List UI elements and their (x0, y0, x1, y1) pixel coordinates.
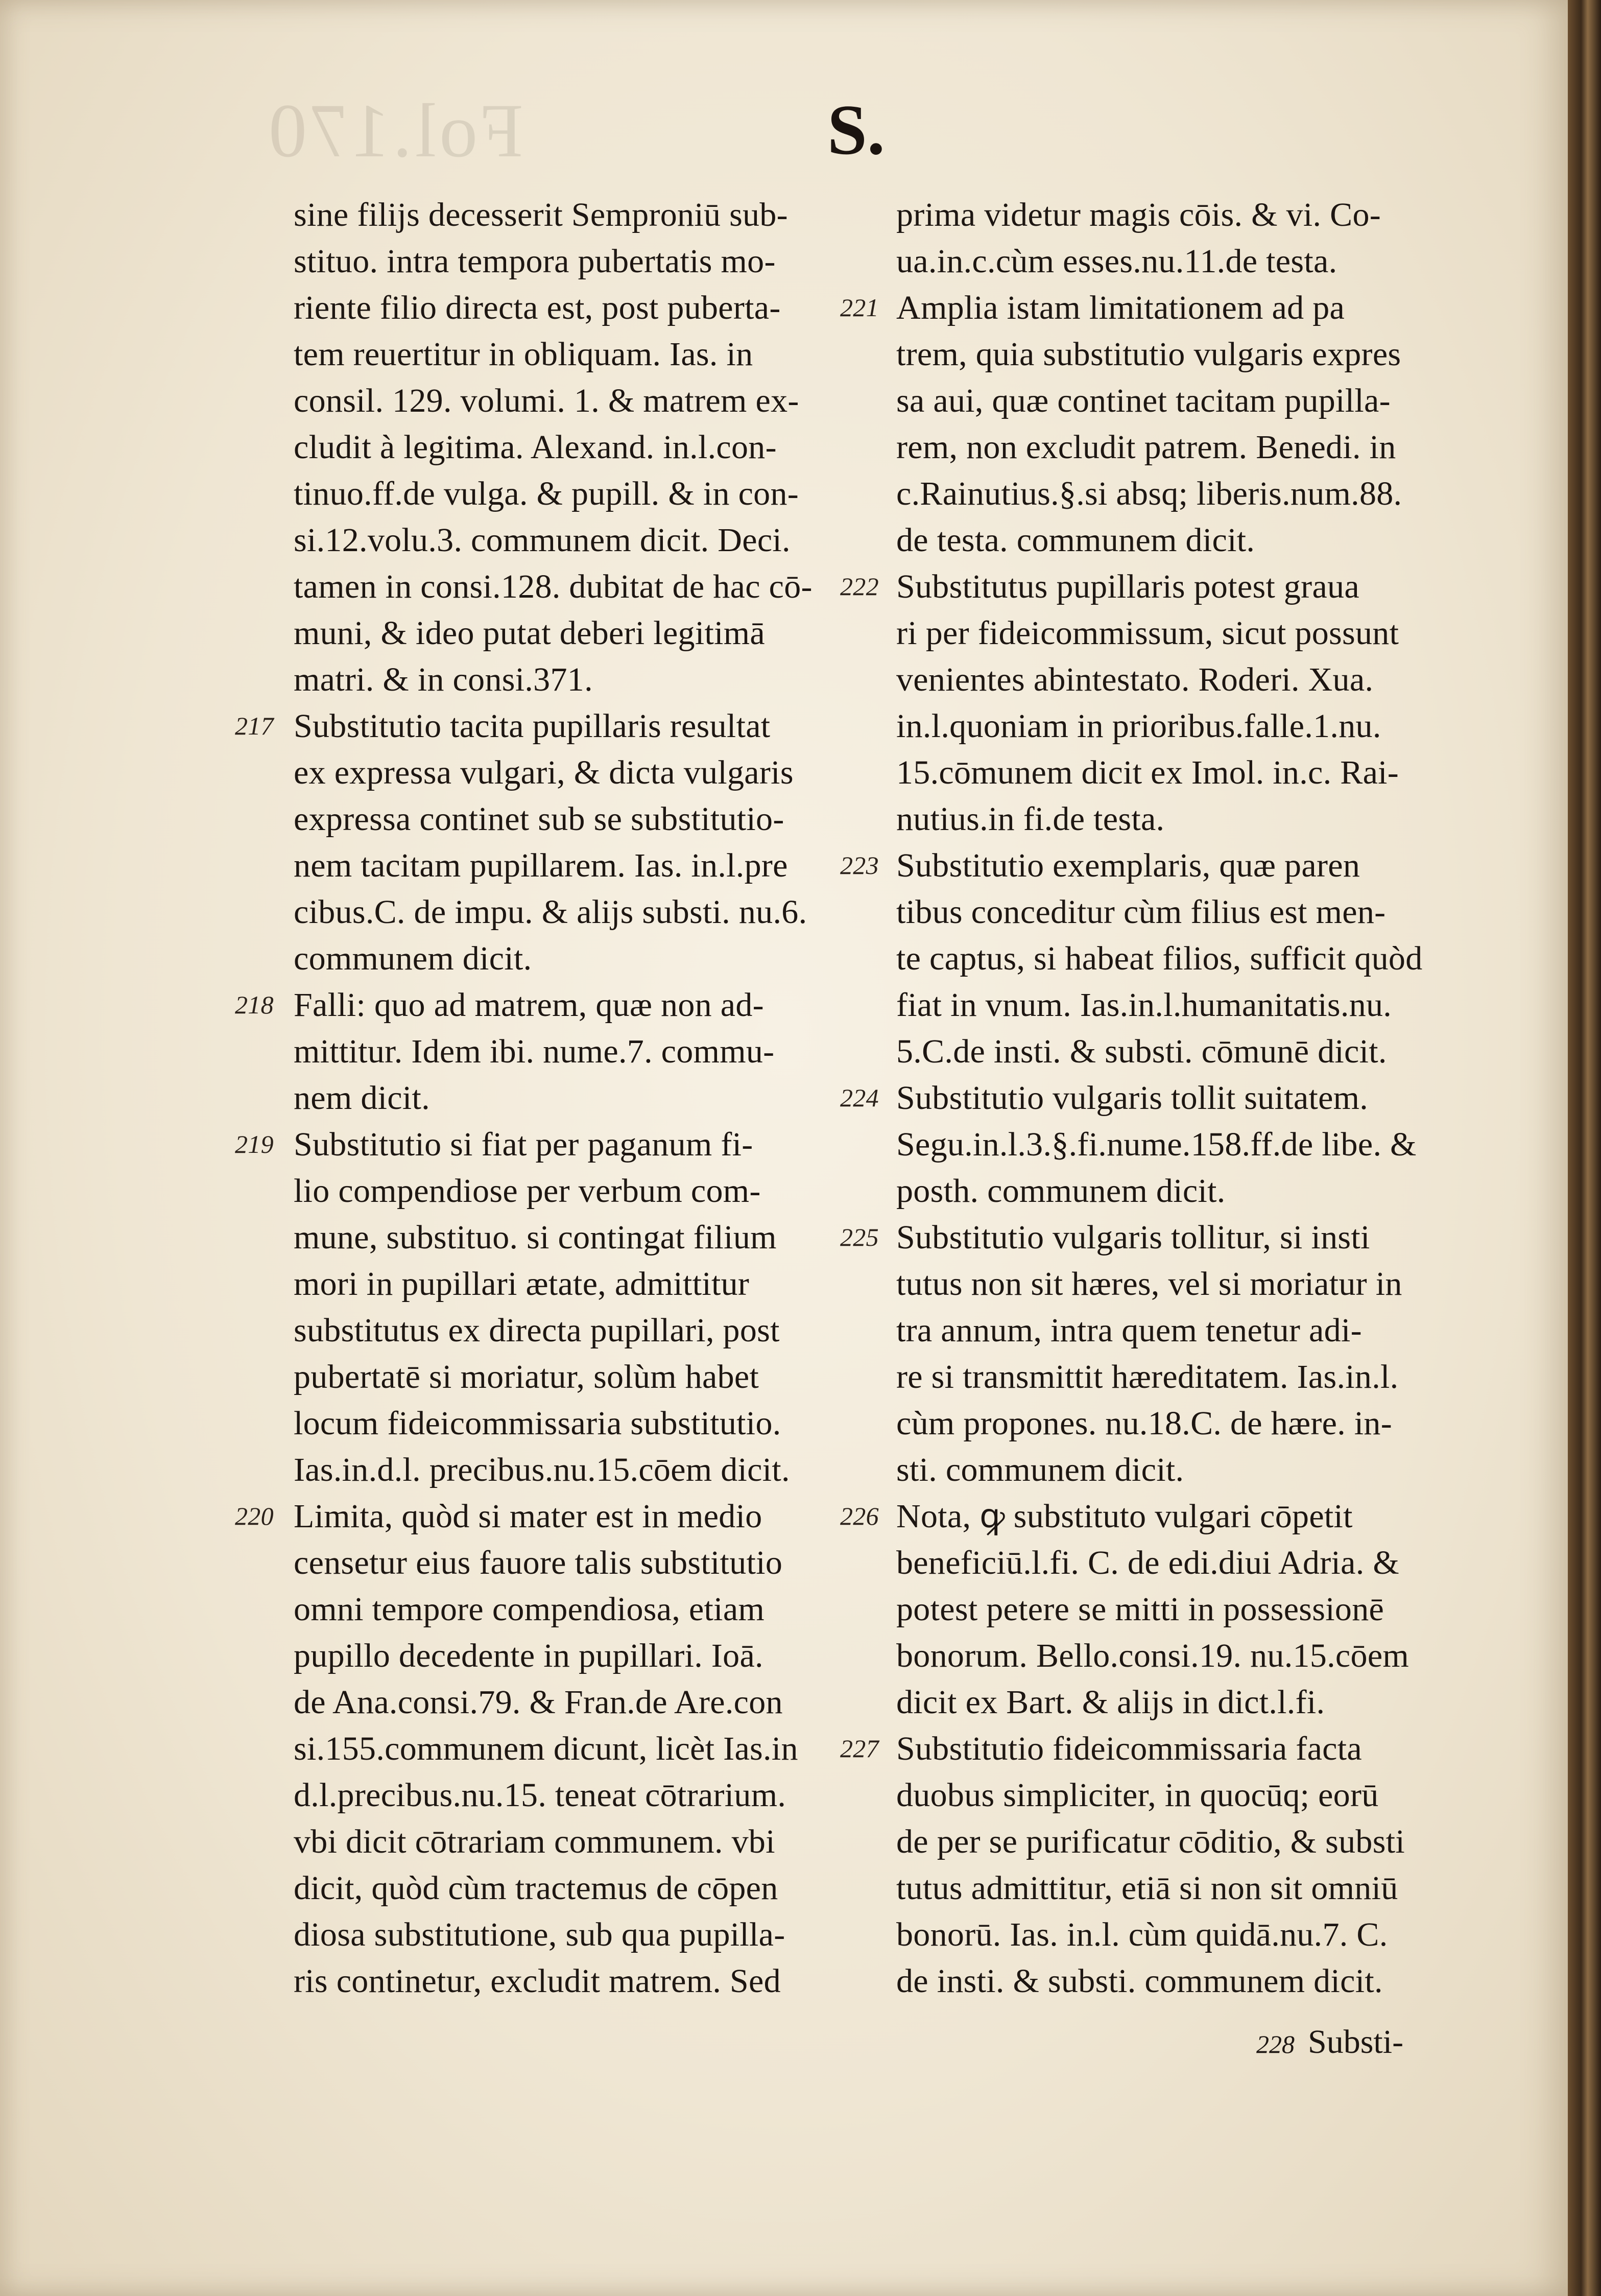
bleed-through-text: Fol.170 (266, 88, 523, 173)
text-line: re si transmittit hæreditatem. Ias.in.l. (896, 1358, 1399, 1395)
text-line: de insti. & substi. communem dicit. (896, 1962, 1383, 2000)
text-line: c.Rainutius.§.si absq; liberis.num.88. (896, 475, 1402, 512)
text-line: prima videtur magis cōis. & vi. Co- (896, 196, 1381, 233)
text-line: bonorum. Bello.consi.19. nu.15.cōem (896, 1637, 1409, 1674)
text-line: expressa continet sub se substitutio- (294, 800, 784, 838)
text-line: ri per fideicommissum, sicut possunt (896, 614, 1399, 652)
text-line: si.155.communem dicunt, licèt Ias.in (294, 1730, 798, 1767)
text-line: matri. & in consi.371. (294, 661, 593, 698)
text-line: sti. communem dicit. (896, 1451, 1184, 1488)
entry-number: 220 (235, 1502, 274, 1530)
text-line: tem reuertitur in obliquam. Ias. in (294, 336, 753, 373)
entry (235, 1493, 922, 2004)
entry-number: 226 (840, 1502, 879, 1530)
text-line: tutus admittitur, etiā si non sit omniū (896, 1869, 1398, 1907)
text-line: Nota, ꝙ substituto vulgari cōpetit (896, 1498, 1353, 1535)
text-line: Falli: quo ad matrem, quæ non ad- (294, 986, 764, 1024)
text-line: sa aui, quæ continet tacitam pupilla- (896, 382, 1391, 419)
text-line: ris continetur, excludit matrem. Sed (294, 1962, 781, 2000)
text-line: bonorū. Ias. in.l. cùm quidā.nu.7. C. (896, 1916, 1388, 1953)
text-line: cibus.C. de impu. & alijs substi. nu.6. (294, 893, 807, 931)
text-line: riente filio directa est, post puberta- (294, 289, 781, 326)
entry-number: 218 (235, 990, 274, 1019)
text-line: nem tacitam pupillarem. Ias. in.l.pre (294, 847, 788, 884)
text-line: de per se purificatur cōditio, & substi (896, 1823, 1405, 1860)
entry-number: 225 (840, 1223, 879, 1251)
text-line: trem, quia substitutio vulgaris expres (896, 336, 1401, 373)
text-line: mittitur. Idem ibi. nume.7. commu- (294, 1033, 775, 1070)
right-column (840, 192, 1463, 2004)
entry (840, 1725, 1463, 2004)
entry-number: 223 (840, 851, 879, 880)
binding-edge (1568, 0, 1601, 2296)
entry (840, 285, 1463, 563)
catchword (1256, 2023, 1403, 2062)
text-line: lio compendiose per verbum com- (294, 1172, 761, 1210)
text-line: fiat in vnum. Ias.in.l.humanitatis.nu. (896, 986, 1392, 1024)
entry (235, 1121, 922, 1493)
entry-number: 219 (235, 1130, 274, 1158)
entry (896, 192, 1463, 285)
text-line: potest petere se mitti in possessionē (896, 1591, 1384, 1628)
text-line: pupillo decedente in pupillari. Ioā. (294, 1637, 763, 1674)
text-line: ex expressa vulgari, & dicta vulgaris (294, 754, 794, 791)
left-column (235, 192, 922, 2004)
text-line: tra annum, intra quem tenetur adi- (896, 1312, 1362, 1349)
text-line: tutus non sit hæres, vel si moriatur in (896, 1265, 1402, 1303)
text-line: omni tempore compendiosa, etiam (294, 1591, 765, 1628)
entry (840, 1075, 1463, 1214)
text-line: dicit ex Bart. & alijs in dict.l.fi. (896, 1684, 1325, 1721)
text-line: de testa. communem dicit. (896, 522, 1255, 559)
text-line: venientes abintestato. Roderi. Xua. (896, 661, 1374, 698)
text-line: Limita, quòd si mater est in medio (294, 1498, 762, 1535)
entry-number: 227 (840, 1734, 879, 1763)
text-line: consil. 129. volumi. 1. & matrem ex- (294, 382, 799, 419)
entry-number: 217 (235, 712, 274, 740)
text-line: tinuo.ff.de vulga. & pupill. & in con- (294, 475, 799, 512)
entry (840, 1493, 1463, 1725)
text-line: diosa substitutione, sub qua pupilla- (294, 1916, 785, 1953)
text-line: muni, & ideo putat deberi legitimā (294, 614, 765, 652)
text-line: rem, non excludit patrem. Benedi. in (896, 429, 1396, 466)
entry (840, 1214, 1463, 1493)
text-line: in.l.quoniam in prioribus.falle.1.nu. (896, 707, 1381, 745)
text-line: te captus, si habeat filios, sufficit quòd (896, 940, 1423, 977)
text-line: tamen in consi.128. dubitat de hac cō- (294, 568, 813, 605)
text-line: stituo. intra tempora pubertatis mo- (294, 243, 776, 280)
text-line: cludit à legitima. Alexand. in.l.con- (294, 429, 777, 466)
text-line: d.l.precibus.nu.15. teneat cōtrarium. (294, 1777, 786, 1814)
text-line: cùm propones. nu.18.C. de hære. in- (896, 1405, 1393, 1442)
text-line: nem dicit. (294, 1079, 430, 1117)
text-line: Ias.in.d.l. precibus.nu.15.cōem dicit. (294, 1451, 790, 1488)
text-line: ua.in.c.cùm esses.nu.11.de testa. (896, 243, 1337, 280)
catchword-text: Substi- (1308, 2023, 1404, 2061)
text-line: substitutus ex directa pupillari, post (294, 1312, 780, 1349)
entry (294, 192, 922, 703)
text-line: vbi dicit cōtrariam communem. vbi (294, 1823, 775, 1860)
text-line: duobus simpliciter, in quocūq; eorū (896, 1777, 1379, 1814)
text-line: beneficiū.l.fi. C. de edi.diui Adria. & (896, 1544, 1399, 1581)
text-line: pubertatē si moriatur, solùm habet (294, 1358, 759, 1395)
text-line: tibus conceditur cùm filius est men- (896, 893, 1386, 931)
entry (840, 842, 1463, 1075)
text-line: communem dicit. (294, 940, 532, 977)
text-line: censetur eius fauore talis substitutio (294, 1544, 783, 1581)
text-line: 5.C.de insti. & substi. cōmunē dicit. (896, 1033, 1387, 1070)
entry-number: 222 (840, 572, 879, 601)
text-line: Amplia istam limitationem ad pa (896, 289, 1345, 326)
text-line: Segu.in.l.3.§.fi.nume.158.ff.de libe. & (896, 1126, 1417, 1163)
text-line: nutius.in fi.de testa. (896, 800, 1165, 838)
text-line: Substitutio vulgaris tollit suitatem. (896, 1079, 1369, 1117)
entry-number: 224 (840, 1083, 879, 1112)
text-line: de Ana.consi.79. & Fran.de Are.con (294, 1684, 783, 1721)
text-line: locum fideicommissaria substitutio. (294, 1405, 781, 1442)
text-line: Substitutio vulgaris tollitur, si insti (896, 1219, 1370, 1256)
text-line: mune, substituo. si contingat filium (294, 1219, 777, 1256)
text-line: posth. communem dicit. (896, 1172, 1226, 1210)
entry (235, 703, 922, 982)
text-line: 15.cōmunem dicit ex Imol. in.c. Rai- (896, 754, 1399, 791)
text-line: Substitutio si fiat per paganum fi- (294, 1126, 753, 1163)
text-line: Substitutio tacita pupillaris resultat (294, 707, 771, 745)
catchword-number: 228 (1256, 2030, 1295, 2058)
text-line: si.12.volu.3. communem dicit. Deci. (294, 522, 791, 559)
section-letter-heading: S. (827, 90, 885, 170)
text-line: dicit, quòd cùm tractemus de cōpen (294, 1869, 778, 1907)
text-line: Substitutus pupillaris potest graua (896, 568, 1359, 605)
text-line: mori in pupillari ætate, admittitur (294, 1265, 750, 1303)
entry (235, 982, 922, 1121)
text-line: Substitutio exemplaris, quæ paren (896, 847, 1360, 884)
text-line: sine filijs decesserit Semproniū sub- (294, 196, 788, 233)
entry-number: 221 (840, 293, 879, 322)
entry (840, 563, 1463, 842)
text-line: Substitutio fideicommissaria facta (896, 1730, 1362, 1767)
